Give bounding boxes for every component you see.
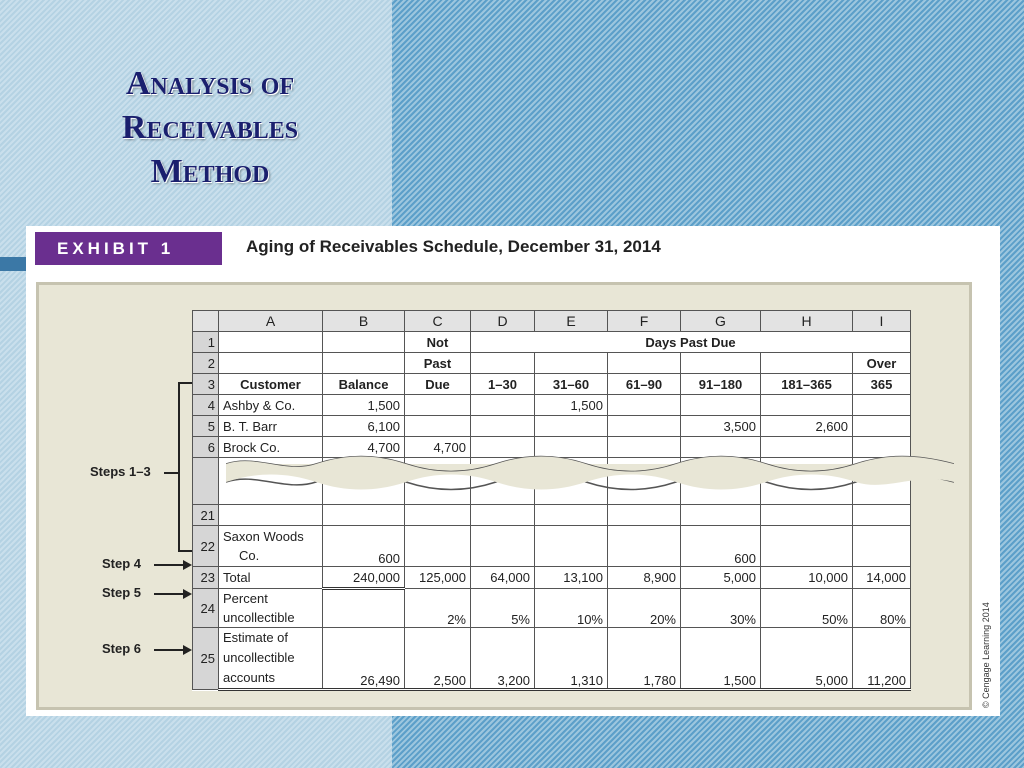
table-row: [193, 332, 911, 353]
step-5-arrow-line: [154, 593, 184, 595]
col-letter: E: [535, 311, 608, 332]
customer-cell: Ashby & Co.: [219, 395, 323, 416]
table-row: [193, 416, 911, 437]
table-cell: 2,500: [405, 628, 471, 690]
row-number: 21: [193, 505, 219, 526]
table-cell: 2,600: [761, 416, 853, 437]
col-letter: H: [761, 311, 853, 332]
column-letter-row: [193, 311, 911, 332]
table-cell: 1,500: [535, 395, 608, 416]
table-cell: 600: [323, 526, 405, 567]
table-row: [193, 374, 911, 395]
col-letter: A: [219, 311, 323, 332]
corner-cell: [193, 311, 219, 332]
table-cell: 20%: [608, 589, 681, 628]
table-cell: 64,000: [471, 567, 535, 589]
saxon-name-line-1: Saxon Woods: [223, 529, 304, 544]
row-number: 23: [193, 567, 219, 589]
header-over: Over: [853, 353, 911, 374]
total-row: [193, 567, 911, 589]
col-letter: G: [681, 311, 761, 332]
table-cell: 6,100: [323, 416, 405, 437]
row-number: 3: [193, 374, 219, 395]
slide-title-line-1: Analysis of: [125, 65, 295, 102]
table-cell: 1,500: [681, 628, 761, 690]
table-cell: 3,500: [681, 416, 761, 437]
table-cell: [471, 416, 535, 437]
estimate-label: [219, 628, 323, 690]
estimate-row: [193, 628, 911, 690]
step-6-arrow-line: [154, 649, 184, 651]
table-break-waves: [226, 454, 954, 498]
table-cell: 5%: [471, 589, 535, 628]
table-cell: [853, 395, 911, 416]
copyright-note: © Cengage Learning 2014: [981, 602, 991, 708]
table-cell: 10,000: [761, 567, 853, 589]
table-row: [193, 395, 911, 416]
row-number: 5: [193, 416, 219, 437]
table-cell: [471, 395, 535, 416]
col-letter: F: [608, 311, 681, 332]
table-cell: [535, 416, 608, 437]
header-customer: Customer: [219, 374, 323, 395]
row-number: 4: [193, 395, 219, 416]
table-cell: 240,000: [323, 567, 405, 589]
header-bucket: 365: [853, 374, 911, 395]
percent-label-line-2: uncollectible: [223, 610, 295, 625]
table-cell: [608, 416, 681, 437]
table-cell: 4,700: [323, 437, 405, 458]
table-row: [193, 353, 911, 374]
row-number: 2: [193, 353, 219, 374]
col-letter: I: [853, 311, 911, 332]
customer-cell: [219, 526, 323, 567]
row-number: 25: [193, 628, 219, 690]
step-5-arrow-icon: [183, 589, 192, 599]
exhibit-badge: EXHIBIT 1: [35, 232, 222, 265]
header-days-past-due: Days Past Due: [471, 332, 911, 353]
table-cell: 1,310: [535, 628, 608, 690]
table-cell: 11,200: [853, 628, 911, 690]
table-cell: 13,100: [535, 567, 608, 589]
percent-label: [219, 589, 323, 628]
table-row: [193, 526, 911, 567]
header-not: Not: [405, 332, 471, 353]
aging-schedule-table: [192, 310, 911, 691]
customer-cell: B. T. Barr: [219, 416, 323, 437]
table-cell: [405, 416, 471, 437]
estimate-label-line-1: Estimate of: [223, 630, 289, 645]
row-number-gap: [193, 458, 219, 505]
step-6-label: Step 6: [102, 641, 142, 656]
steps-1-3-label: Steps 1–3: [90, 464, 151, 479]
saxon-name-line-2: Co.: [239, 548, 260, 563]
table-cell: 50%: [761, 589, 853, 628]
accent-strip: [0, 257, 26, 271]
customer-cell: Brock Co.: [219, 437, 323, 458]
table-cell: 2%: [405, 589, 471, 628]
steps-1-3-bracket: [178, 382, 192, 552]
table-cell: 8,900: [608, 567, 681, 589]
table-cell: 10%: [535, 589, 608, 628]
table-cell: 125,000: [405, 567, 471, 589]
table-cell: 3,200: [471, 628, 535, 690]
row-number: 1: [193, 332, 219, 353]
table-cell: 5,000: [761, 628, 853, 690]
table-cell: 80%: [853, 589, 911, 628]
header-bucket: 31–60: [535, 374, 608, 395]
table-cell: [608, 395, 681, 416]
percent-label-line-1: Percent: [223, 591, 268, 606]
estimate-label-line-3: accounts: [223, 670, 276, 685]
step-6-arrow-icon: [183, 645, 192, 655]
row-number: 24: [193, 589, 219, 628]
header-bucket: 91–180: [681, 374, 761, 395]
total-label: Total: [219, 567, 323, 589]
slide-title-line-2: Receivables: [121, 109, 299, 146]
table-cell: 600: [681, 526, 761, 567]
exhibit-card: [26, 226, 1000, 716]
table-cell: 1,780: [608, 628, 681, 690]
col-letter: C: [405, 311, 471, 332]
exhibit-title: Aging of Receivables Schedule, December 31, 2014: [246, 237, 661, 256]
col-letter: D: [471, 311, 535, 332]
table-cell: [853, 416, 911, 437]
step-4-arrow-icon: [183, 560, 192, 570]
table-cell: 1,500: [323, 395, 405, 416]
step-4-arrow-line: [154, 564, 184, 566]
table-cell: 14,000: [853, 567, 911, 589]
header-bucket: 181–365: [761, 374, 853, 395]
table-cell: 4,700: [405, 437, 471, 458]
steps-1-3-connector: [164, 472, 178, 474]
slide-title-line-3: Method: [150, 153, 270, 190]
step-4-label: Step 4: [102, 556, 142, 571]
estimate-label-line-2: uncollectible: [223, 650, 295, 665]
table-cell: [405, 395, 471, 416]
table-cell: 30%: [681, 589, 761, 628]
slide-title: [60, 62, 360, 194]
table-cell: 26,490: [323, 628, 405, 690]
header-due: Due: [405, 374, 471, 395]
row-number: 6: [193, 437, 219, 458]
table-row: [193, 505, 911, 526]
header-bucket: 1–30: [471, 374, 535, 395]
row-number: 22: [193, 526, 219, 567]
percent-row: [193, 589, 911, 628]
col-letter: B: [323, 311, 405, 332]
table-cell: [681, 395, 761, 416]
step-5-label: Step 5: [102, 585, 142, 600]
table-cell: 5,000: [681, 567, 761, 589]
header-balance: Balance: [323, 374, 405, 395]
header-bucket: 61–90: [608, 374, 681, 395]
table-cell: [761, 395, 853, 416]
header-past: Past: [405, 353, 471, 374]
